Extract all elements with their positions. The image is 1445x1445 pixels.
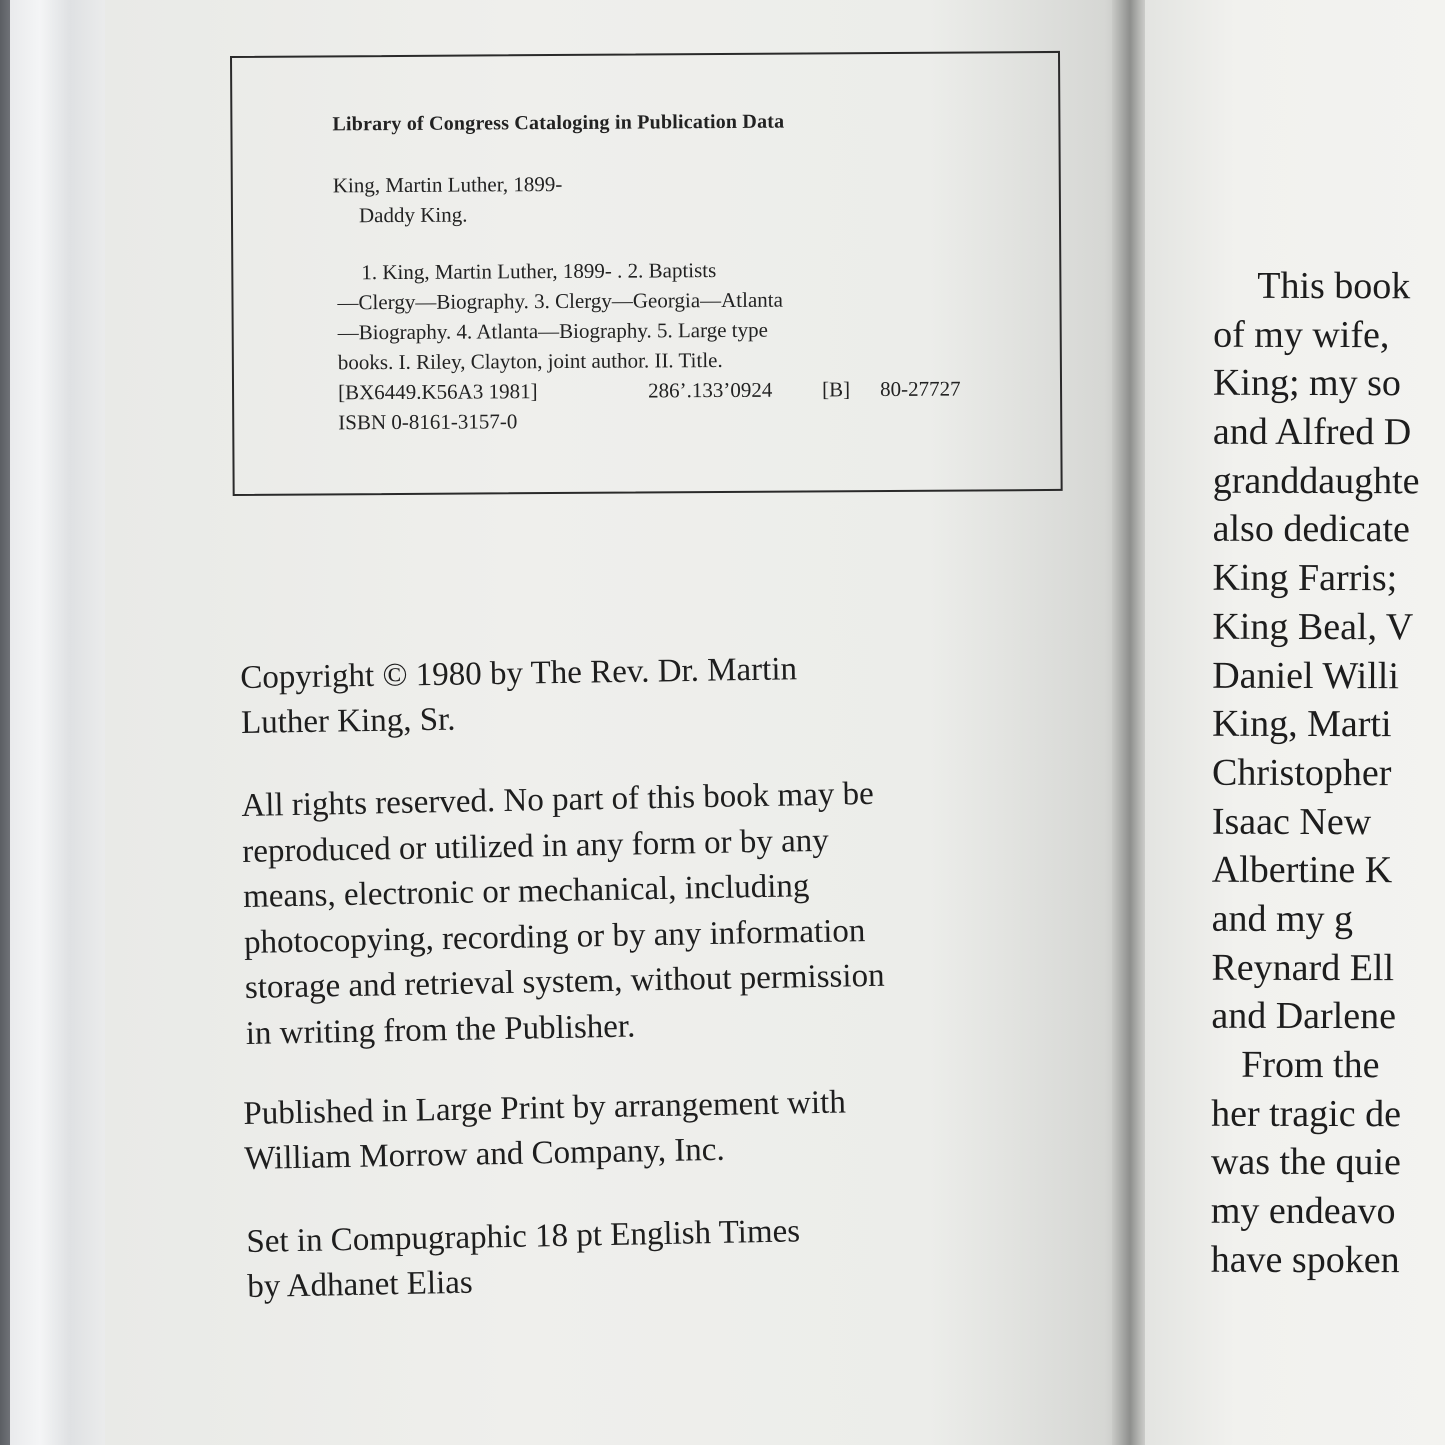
rights-line: photocopying, recording or by any information xyxy=(243,912,866,961)
dedication-line: was the quie xyxy=(1210,1141,1401,1184)
cip-dewey: 286’.133’0924 xyxy=(647,377,773,403)
cip-entry-title: Daddy King. xyxy=(358,202,468,228)
dedication-line: also dedicate xyxy=(1212,508,1410,551)
dedication-line: Christopher xyxy=(1211,751,1392,795)
publication-line: William Morrow and Company, Inc. xyxy=(243,1131,725,1177)
dedication-text xyxy=(1211,262,1420,1285)
cip-heading: Library of Congress Cataloging in Publication Data xyxy=(332,110,785,136)
cip-isbn: ISBN 0-8161-3157-0 xyxy=(338,409,518,435)
dedication-line: and Darlene xyxy=(1211,995,1397,1038)
cip-call-number: [BX6449.K56A3 1981] xyxy=(337,379,538,405)
dedication-line: my endeavo xyxy=(1210,1189,1396,1233)
dedication-line: granddaughte xyxy=(1212,459,1420,503)
rights-notice xyxy=(241,772,886,1057)
cip-entry-author: King, Martin Luther, 1899- xyxy=(332,171,563,198)
dedication-line: King Farris; xyxy=(1212,556,1398,600)
plastic-cover xyxy=(10,0,110,1445)
dedication-line: From the xyxy=(1241,1043,1380,1087)
cip-bracket-b: [B] xyxy=(821,377,851,402)
rights-line: reproduced or utilized in any form or by any xyxy=(241,822,830,870)
dedication-line: and my g xyxy=(1211,897,1354,941)
dedication-line: of my wife, xyxy=(1213,313,1390,356)
publication-notice xyxy=(243,1080,847,1182)
cip-subject-line: books. I. Riley, Clayton, joint author. II. Title. xyxy=(337,347,723,375)
copyright-line: Luther King, Sr. xyxy=(240,701,456,741)
rights-line: All rights reserved. No part of this book may be xyxy=(241,775,875,824)
dedication-line: her tragic de xyxy=(1211,1092,1402,1135)
dedication-line: Reynard Ell xyxy=(1211,946,1395,989)
cip-subject-line: —Clergy—Biography. 3. Clergy—Georgia—Atlanta xyxy=(337,287,783,315)
rights-line: in writing from the Publisher. xyxy=(245,1007,636,1052)
dedication-line: King, Marti xyxy=(1212,702,1392,746)
typesetting-line: Set in Compugraphic 18 pt English Times xyxy=(246,1213,801,1260)
typesetting-line: by Adhanet Elias xyxy=(246,1264,474,1305)
dedication-line: King; my so xyxy=(1212,362,1401,405)
cip-lccn: 80-27727 xyxy=(879,376,961,402)
typesetting-notice xyxy=(246,1209,801,1310)
dedication-line: Albertine K xyxy=(1211,848,1393,892)
rights-line: means, electronic or mechanical, including xyxy=(242,868,810,915)
cip-box xyxy=(230,51,1063,496)
dedication-line: Daniel Willi xyxy=(1212,654,1399,697)
copyright-line: Copyright © 1980 by The Rev. Dr. Martin xyxy=(240,651,798,696)
rights-line: storage and retrieval system, without permission xyxy=(244,957,885,1006)
dedication-line: and Alfred D xyxy=(1212,410,1412,454)
cip-subject-line: —Biography. 4. Atlanta—Biography. 5. Large type xyxy=(337,317,768,345)
dedication-line: have spoken xyxy=(1210,1238,1400,1281)
copyright-notice xyxy=(240,647,798,746)
dedication-line: King Beal, V xyxy=(1212,605,1414,649)
publication-line: Published in Large Print by arrangement with xyxy=(243,1084,847,1132)
dedication-line: Isaac New xyxy=(1211,800,1372,843)
dedication-line: This book xyxy=(1257,264,1411,308)
cip-subject-line: 1. King, Martin Luther, 1899- . 2. Baptists xyxy=(361,258,717,285)
